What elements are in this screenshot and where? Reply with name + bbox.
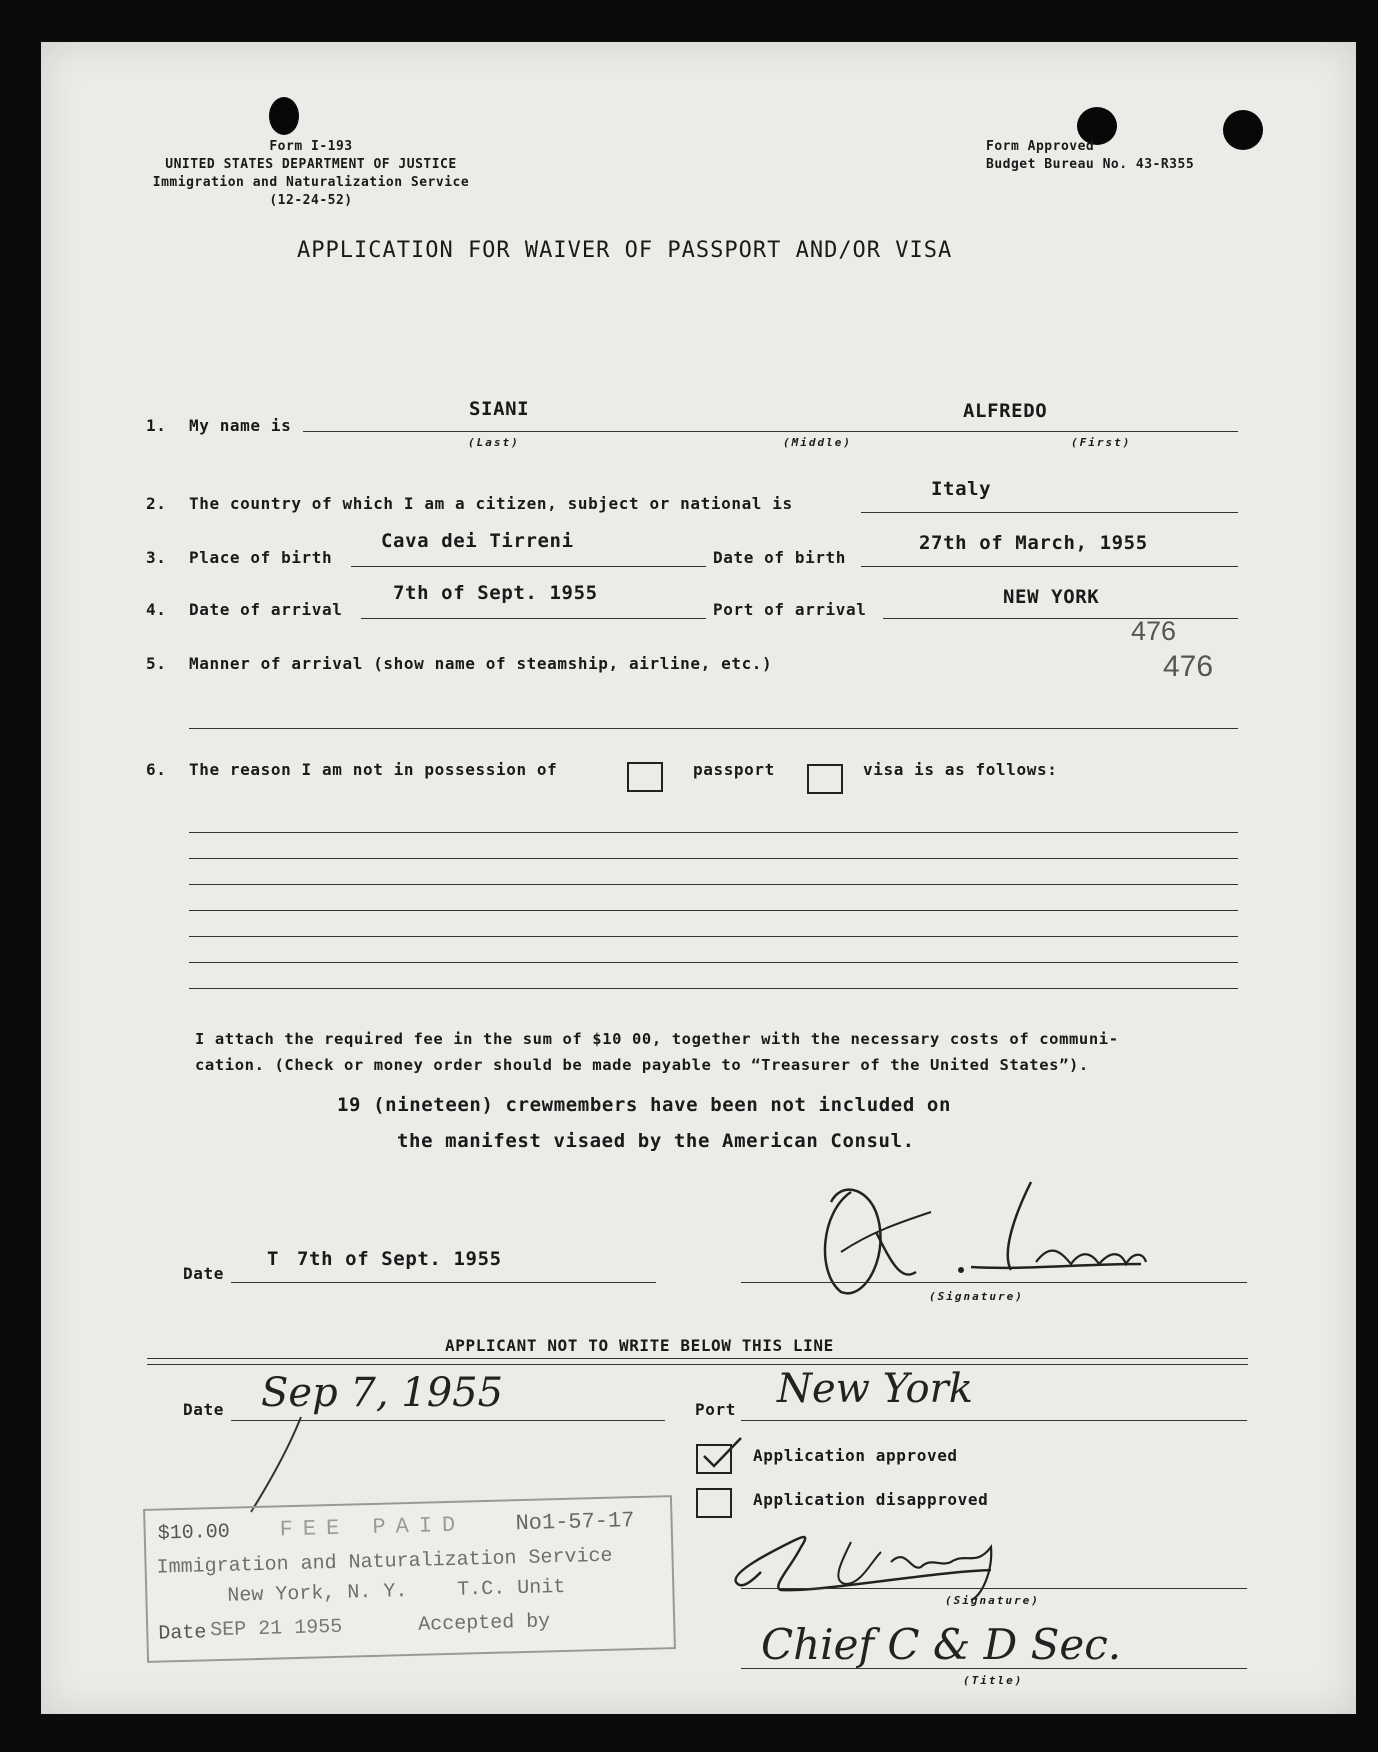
arrival-date-line: [361, 618, 706, 619]
stamp-unit: T.C. Unit: [457, 1575, 566, 1602]
stamp-number: No1-57-17: [515, 1508, 635, 1537]
stamped-number: 476: [1163, 650, 1214, 683]
office-port-label: Port: [695, 1400, 736, 1419]
officer-title-line: [741, 1668, 1247, 1669]
arrival-port-value: NEW YORK: [1003, 586, 1100, 608]
arrival-date-value: 7th of Sept. 1955: [393, 582, 598, 604]
department-name: UNITED STATES DEPARTMENT OF JUSTICE: [165, 157, 457, 172]
typed-note-line-2: the manifest visaed by the American Consul.: [397, 1130, 915, 1152]
reason-line: [189, 884, 1238, 885]
form-approved: Form Approved: [986, 139, 1095, 154]
office-date-label: Date: [183, 1400, 224, 1419]
applicant-date-value: 7th of Sept. 1955: [297, 1248, 502, 1270]
visa-label: visa is as follows:: [863, 760, 1058, 779]
stamp-accepted-by: Accepted by: [417, 1610, 551, 1637]
name-line: [303, 431, 1238, 432]
item-6-number: 6.: [146, 760, 167, 779]
form-title: APPLICATION FOR WAIVER OF PASSPORT AND/OR VISA: [297, 238, 953, 263]
passport-label: passport: [693, 760, 775, 779]
officer-title-value: Chief C & D Sec.: [761, 1620, 1122, 1669]
application-disapproved-label: Application disapproved: [753, 1490, 989, 1509]
arrival-port-label: Port of arrival: [713, 600, 867, 619]
visa-checkbox[interactable]: [807, 764, 843, 794]
arrival-port-line: [883, 618, 1238, 619]
caption-first: (First): [1071, 436, 1132, 449]
applicant-date-mark: T: [267, 1248, 280, 1270]
fee-text-line-1: I attach the required fee in the sum of $10 00, together with the necessary costs of communi-: [195, 1030, 1119, 1048]
item-1-number: 1.: [146, 416, 167, 435]
divider-line-bottom: [147, 1364, 1248, 1365]
citizenship-line: [861, 512, 1238, 513]
stamp-date-label: Date: [158, 1621, 207, 1646]
applicant-signature-caption: (Signature): [929, 1290, 1024, 1303]
item-5-number: 5.: [146, 654, 167, 673]
officer-signature-line: [741, 1588, 1247, 1589]
citizenship-value: Italy: [931, 478, 992, 500]
office-date-value: Sep 7, 1955: [261, 1370, 504, 1416]
birthdate-label: Date of birth: [713, 548, 847, 567]
birthplace-value: Cava dei Tirreni: [381, 530, 574, 552]
reason-line: [189, 936, 1238, 937]
passport-checkbox[interactable]: [627, 762, 663, 792]
reason-line: [189, 832, 1238, 833]
stamp-amount: $10.00: [157, 1520, 231, 1546]
birthdate-value: 27th of March, 1955: [919, 532, 1148, 554]
fee-paid-stamp: [143, 1495, 676, 1663]
stamp-location: New York, N. Y.: [227, 1580, 408, 1608]
service-name: Immigration and Naturalization Service: [152, 175, 470, 190]
arrival-date-label: Date of arrival: [189, 600, 343, 619]
form-revision-date: (12-24-52): [269, 193, 353, 208]
name-label: My name is: [189, 416, 292, 435]
form-header-right: [986, 138, 1194, 174]
stamp-status: FEE PAID: [279, 1512, 466, 1543]
stamp-date-value: SEP 21 1955: [209, 1615, 343, 1643]
form-header-left: [141, 138, 481, 210]
approved-check-mark: [696, 1434, 746, 1474]
reason-line: [189, 988, 1238, 989]
office-use-divider-text: APPLICANT NOT TO WRITE BELOW THIS LINE: [445, 1336, 834, 1355]
office-port-value: New York: [777, 1366, 973, 1412]
reason-line: [189, 910, 1238, 911]
reason-line: [189, 962, 1238, 963]
caption-middle: (Middle): [783, 436, 852, 449]
item-2-number: 2.: [146, 494, 167, 513]
office-port-line: [741, 1420, 1247, 1421]
applicant-date-label: Date: [183, 1264, 224, 1283]
punch-hole: [269, 97, 299, 135]
officer-signature-caption: (Signature): [945, 1594, 1040, 1607]
birthplace-label: Place of birth: [189, 548, 333, 567]
reason-label: The reason I am not in possession of: [189, 760, 558, 779]
reason-line: [189, 858, 1238, 859]
item-3-number: 3.: [146, 548, 167, 567]
item-4-number: 4.: [146, 600, 167, 619]
applicant-date-line: [231, 1282, 656, 1283]
birthdate-line: [861, 566, 1238, 567]
arrival-manner-label: Manner of arrival (show name of steamship, airline, etc.): [189, 654, 773, 673]
form-number: Form I-193: [269, 139, 353, 154]
typed-note-line-1: 19 (nineteen) crewmembers have been not included on: [337, 1094, 951, 1116]
birthplace-line: [351, 566, 706, 567]
applicant-signature-line: [741, 1282, 1247, 1283]
punch-hole: [1223, 110, 1263, 150]
stamp-service: Immigration and Naturalization Service: [156, 1544, 613, 1580]
application-approved-label: Application approved: [753, 1446, 958, 1465]
budget-bureau-number: Budget Bureau No. 43-R355: [986, 157, 1195, 172]
arrival-manner-line: [189, 728, 1238, 729]
divider-line-top: [147, 1358, 1248, 1359]
last-name-value: SIANI: [469, 398, 530, 420]
citizenship-label: The country of which I am a citizen, subject or national is: [189, 494, 793, 513]
fee-text-line-2: cation. (Check or money order should be made payable to “Treasurer of the United States”).: [195, 1056, 1089, 1074]
applicant-signature: [781, 1152, 1231, 1312]
caption-last: (Last): [468, 436, 520, 449]
first-name-value: ALFREDO: [963, 400, 1048, 422]
officer-title-caption: (Title): [963, 1674, 1024, 1687]
disapproved-checkbox[interactable]: [696, 1488, 732, 1518]
form-page: [41, 42, 1356, 1714]
stamped-number: 476: [1131, 616, 1177, 646]
